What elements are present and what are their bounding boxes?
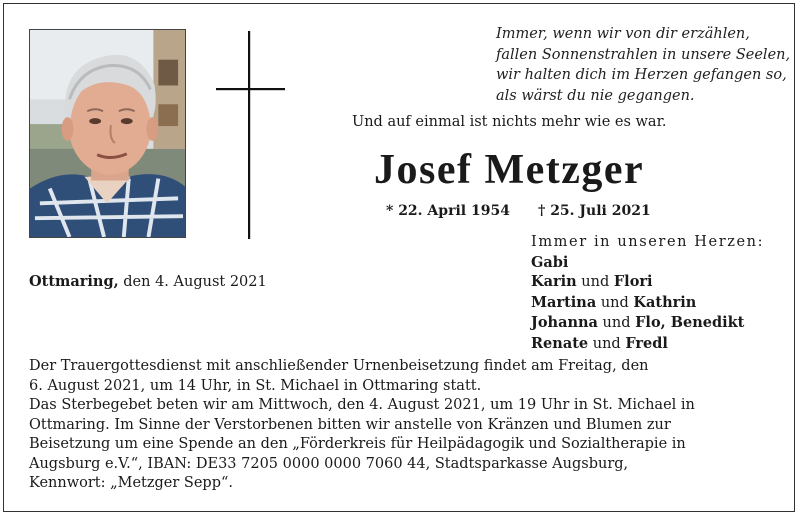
announcement-line: Ottmaring. Im Sinne der Verstorbenen bitten wir anstelle von Kränzen und Blumen zur	[29, 416, 671, 433]
date-text: den 4. August 2021	[118, 274, 267, 290]
family-separator: und	[576, 274, 614, 290]
portrait-photo	[29, 29, 186, 238]
family-line	[531, 334, 764, 355]
family-line	[531, 313, 764, 334]
family-line	[531, 272, 764, 293]
family-heading: Immer in unseren Herzen:	[531, 234, 765, 250]
birth-date: * 22. April 1954	[386, 203, 510, 219]
family-separator: und	[597, 315, 636, 331]
family-separator: und	[596, 294, 634, 311]
family-list	[531, 233, 764, 354]
family-member: Renate	[531, 334, 589, 352]
poem	[496, 24, 791, 106]
family-line	[531, 253, 764, 273]
family-member: Karin	[531, 273, 577, 290]
announcement-line: Der Trauergottesdienst mit anschließender Urnenbeisetzung findet am Freitag, den	[29, 358, 649, 374]
poem-line: Immer, wenn wir von dir erzählen,	[496, 26, 750, 42]
cross-icon	[216, 31, 285, 239]
poem-line: als wärst du nie gegangen.	[496, 87, 695, 104]
intro-text: Und auf einmal ist nichts mehr wie es war.	[352, 114, 667, 130]
family-member: Johanna	[531, 314, 598, 331]
family-member: Gabi	[531, 253, 569, 271]
poem-line: fallen Sonnenstrahlen in unsere Seelen,	[496, 46, 791, 63]
announcement-text	[29, 357, 774, 494]
family-member: Martina	[531, 293, 597, 311]
announcement-line: Kennwort: „Metzger Sepp“.	[29, 475, 234, 491]
family-member: Flo, Benedikt	[635, 314, 745, 331]
deceased-name: Josef Metzger	[374, 147, 645, 193]
family-member: Kathrin	[633, 293, 697, 311]
announcement-line: Augsburg e.V.“, IBAN: DE33 7205 0000 0000 7060 44, Stadtsparkasse Augsburg,	[29, 455, 629, 472]
place-name: Ottmaring,	[29, 273, 119, 290]
death-date: † 25. Juli 2021	[538, 203, 651, 219]
family-member: Flori	[613, 273, 653, 290]
family-separator: und	[588, 335, 626, 352]
family-line	[531, 293, 764, 314]
announcement-line: 6. August 2021, um 14 Uhr, in St. Michael in Ottmaring statt.	[29, 377, 482, 394]
family-member: Fredl	[625, 334, 668, 352]
place-date	[29, 273, 267, 290]
announcement-line: Beisetzung um eine Spende an den „Förderkreis für Heilpädagogik und Sozialtherapie in	[29, 436, 686, 452]
poem-line: wir halten dich im Herzen gefangen so,	[496, 67, 787, 83]
announcement-line: Das Sterbegebet beten wir am Mittwoch, den 4. August 2021, um 19 Uhr in St. Michael in	[29, 397, 695, 413]
